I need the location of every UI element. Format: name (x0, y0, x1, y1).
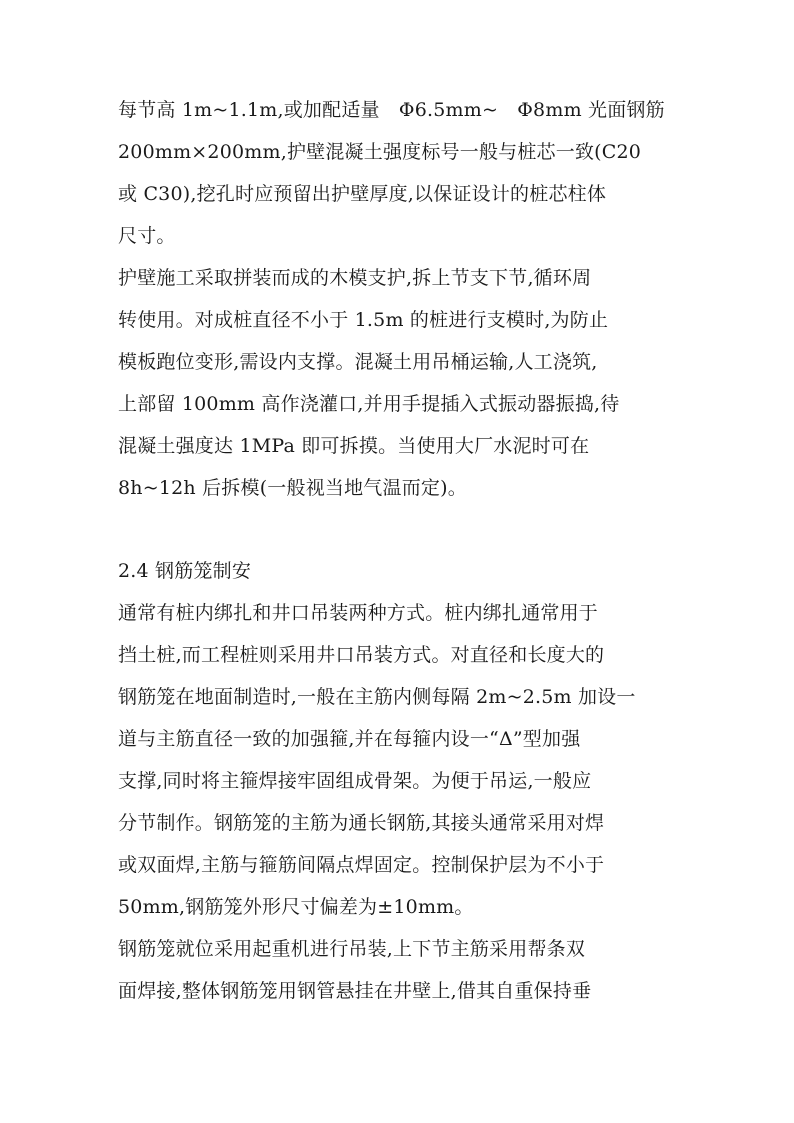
paragraph-1-line-3: 或 C30),挖孔时应预留出护壁厚度,以保证设计的桩芯柱体 (118, 183, 607, 205)
paragraph-1-line-1: 每节高 1m~1.1m,或加配适量 Φ6.5mm~ Φ8mm 光面钢筋 (118, 99, 665, 121)
paragraph-2-line-3: 模板跑位变形,需设内支撑。混凝土用吊桶运输,人工浇筑, (118, 351, 598, 373)
paragraph-1-line-4: 尺寸。 (118, 225, 176, 247)
paragraph-3-line-3: 钢筋笼在地面制造时,一般在主筋内侧每隔 2m~2.5m 加设一 (118, 686, 636, 708)
paragraph-3-line-7: 或双面焊,主筋与箍筋间隔点焊固定。控制保护层为不小于 (118, 854, 605, 876)
paragraph-2-line-5: 混凝土强度达 1MPa 即可拆摸。当使用大厂水泥时可在 (118, 435, 590, 457)
paragraph-3-line-6: 分节制作。钢筋笼的主筋为通长钢筋,其接头通常采用对焊 (118, 812, 605, 834)
section-heading: 2.4 钢筋笼制安 (118, 560, 252, 582)
paragraph-3-line-5: 支撑,同时将主箍焊接牢固组成骨架。为便于吊运,一般应 (118, 770, 592, 792)
paragraph-4-line-1: 钢筋笼就位采用起重机进行吊装,上下节主筋采用帮条双 (118, 938, 586, 960)
paragraph-3-line-1: 通常有桩内绑扎和井口吊装两种方式。桩内绑扎通常用于 (118, 602, 599, 624)
paragraph-2-line-1: 护壁施工采取拼装而成的木模支护,拆上节支下节,循环周 (118, 267, 592, 289)
paragraph-3-line-2: 挡土桩,而工程桩则采用井口吊装方式。对直径和长度大的 (118, 644, 605, 666)
paragraph-4-line-2: 面焊接,整体钢筋笼用钢管悬挂在井壁上,借其自重保持垂 (118, 980, 592, 1002)
paragraph-1-line-2: 200mm×200mm,护壁混凝土强度标号一般与桩芯一致(C20 (118, 141, 642, 163)
paragraph-2-line-4: 上部留 100mm 高作浇灌口,并用手提插入式振动器振捣,待 (118, 393, 620, 415)
paragraph-2-line-6: 8h~12h 后拆模(一般视当地气温而定)。 (118, 477, 467, 499)
paragraph-2-line-2: 转使用。对成桩直径不小于 1.5m 的桩进行支模时,为防止 (118, 309, 609, 331)
paragraph-3-line-4: 道与主筋直径一致的加强箍,并在每箍内设一“Δ”型加强 (118, 728, 581, 750)
paragraph-3-line-8: 50mm,钢筋笼外形尺寸偏差为±10mm。 (118, 896, 474, 918)
